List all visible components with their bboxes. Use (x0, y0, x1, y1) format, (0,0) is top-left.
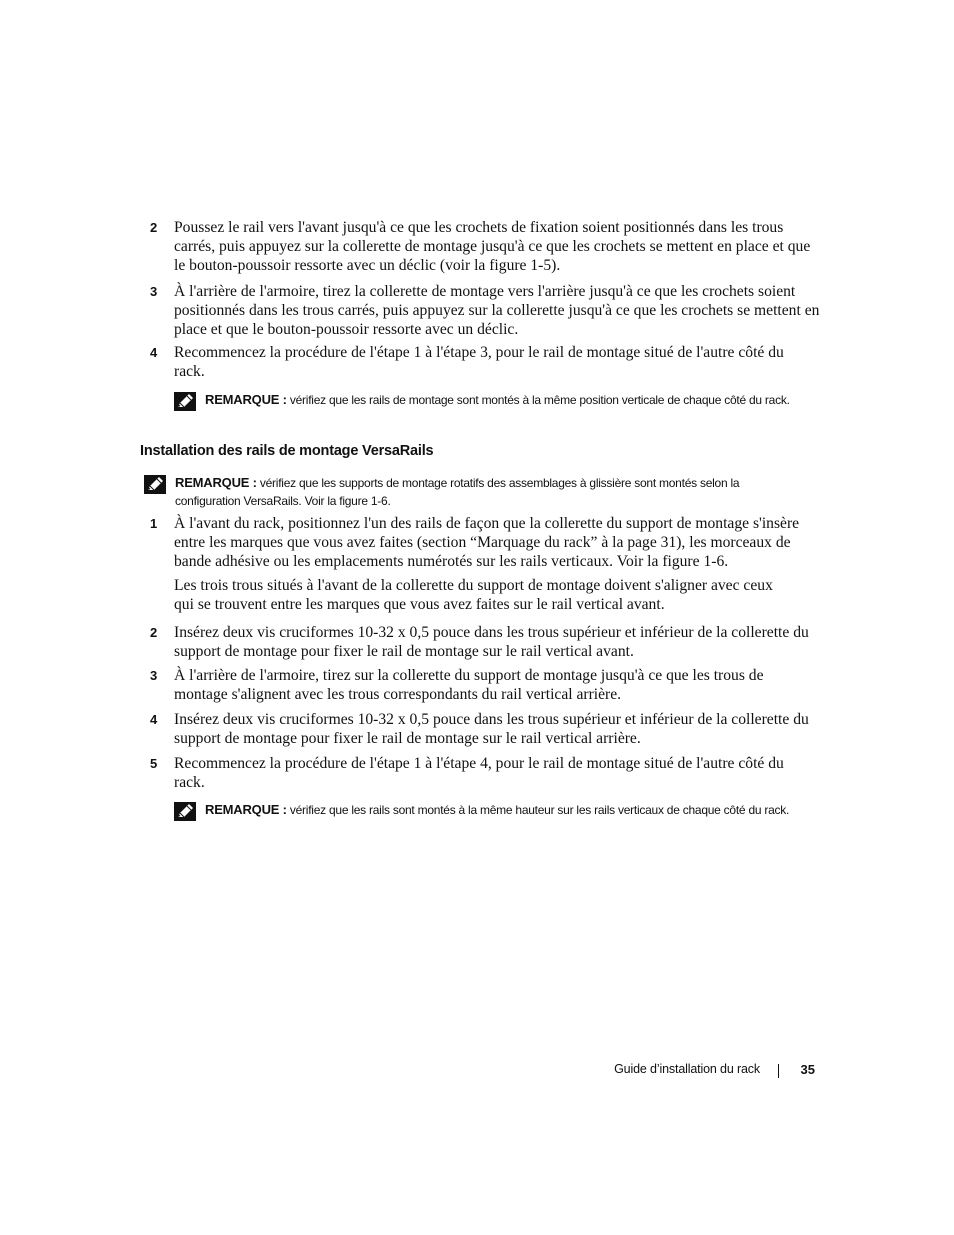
step-text: Recommencez la procédure de l'étape 1 à l'étape 3, pour le rail de montage situé de l'autre côté du rack. (174, 344, 784, 380)
step-text: Poussez le rail vers l'avant jusqu'à ce que les crochets de fixation soient positionnés dans les trous carrés, puis appuyez sur la collerette de montage jusqu'à ce que les crochets se mettent en place et que le bouton-poussoir ressorte avec un déclic (voir la figure 1-5). (174, 219, 811, 274)
step-number: 3 (150, 284, 158, 299)
step-4-top (150, 344, 790, 382)
step-4-bottom (150, 711, 820, 749)
note-swivel-brackets (144, 474, 784, 510)
step-1-bottom (150, 515, 822, 571)
step-5-bottom (150, 755, 790, 793)
step-2-top (150, 219, 820, 275)
step-number: 3 (150, 668, 158, 683)
step-number: 4 (150, 345, 158, 360)
step-3-top (150, 283, 820, 339)
step-number: 2 (150, 220, 158, 235)
step-number: 5 (150, 756, 158, 771)
page-number: 35 (800, 1062, 815, 1077)
note-text: vérifiez que les rails de montage sont montés à la même position verticale de chaque côté du rack. (289, 393, 790, 407)
step-text: Insérez deux vis cruciformes 10-32 x 0,5 pouce dans les trous supérieur et inférieur de la collerette du support de montage pour fixer le rail de montage sur le rail vertical avant. (174, 624, 809, 660)
pencil-note-icon (174, 392, 196, 411)
step-text: Insérez deux vis cruciformes 10-32 x 0,5 pouce dans les trous supérieur et inférieur de la collerette du support de montage pour fixer le rail de montage sur le rail vertical arrière. (174, 711, 809, 747)
pencil-note-icon (174, 802, 196, 821)
step-number: 1 (150, 516, 158, 531)
footer-separator (778, 1064, 779, 1078)
note-mounting-position (174, 391, 814, 410)
section-heading: Installation des rails de montage VersaRails (140, 443, 434, 459)
step-1-extra-paragraph: Les trois trous situés à l'avant de la collerette du support de montage doivent s'aligner avec ceux qui se trouvent entre les marques que vous avez faites sur le rail vertical avant. (174, 577, 773, 613)
step-text: À l'arrière de l'armoire, tirez sur la collerette du support de montage jusqu'à ce que les trous de montage s'alignent avec les trous correspondants du rail vertical arrière. (174, 667, 764, 703)
note-label: REMARQUE : (205, 392, 287, 407)
note-text: vérifiez que les rails sont montés à la même hauteur sur les rails verticaux de chaque côté du rack. (289, 803, 790, 817)
step-3-bottom (150, 667, 790, 705)
step-number: 4 (150, 712, 158, 727)
footer-title: Guide d’installation du rack (614, 1062, 760, 1076)
pencil-note-icon (144, 475, 166, 494)
page-footer (560, 1062, 815, 1080)
step-text: À l'avant du rack, positionnez l'un des rails de façon que la collerette du support de montage s'insère entre les marques que vous avez faites (section “Marquage du rack” à la page 31), les morceaux de bande adhésive ou les emplacements numérotés sur les rails verticaux. Voir la figure 1-6. (174, 515, 800, 570)
step-number: 2 (150, 625, 158, 640)
note-rail-height (174, 801, 824, 820)
note-label: REMARQUE : (205, 802, 287, 817)
step-text: À l'arrière de l'armoire, tirez la collerette de montage vers l'arrière jusqu'à ce que les crochets soient positionnés dans les trous carrés, puis appuyez sur la collerette jusqu'à ce que les crochets se mettent en place et que le bouton-poussoir ressorte avec un déclic. (174, 283, 820, 338)
note-label: REMARQUE : (175, 475, 257, 490)
note-text: vérifiez que les supports de montage rotatifs des assemblages à glissière sont montés selon la configuration VersaRails. Voir la figure 1-6. (175, 476, 740, 508)
step-2-bottom (150, 624, 820, 662)
step-text: Recommencez la procédure de l'étape 1 à l'étape 4, pour le rail de montage situé de l'autre côté du rack. (174, 755, 784, 791)
